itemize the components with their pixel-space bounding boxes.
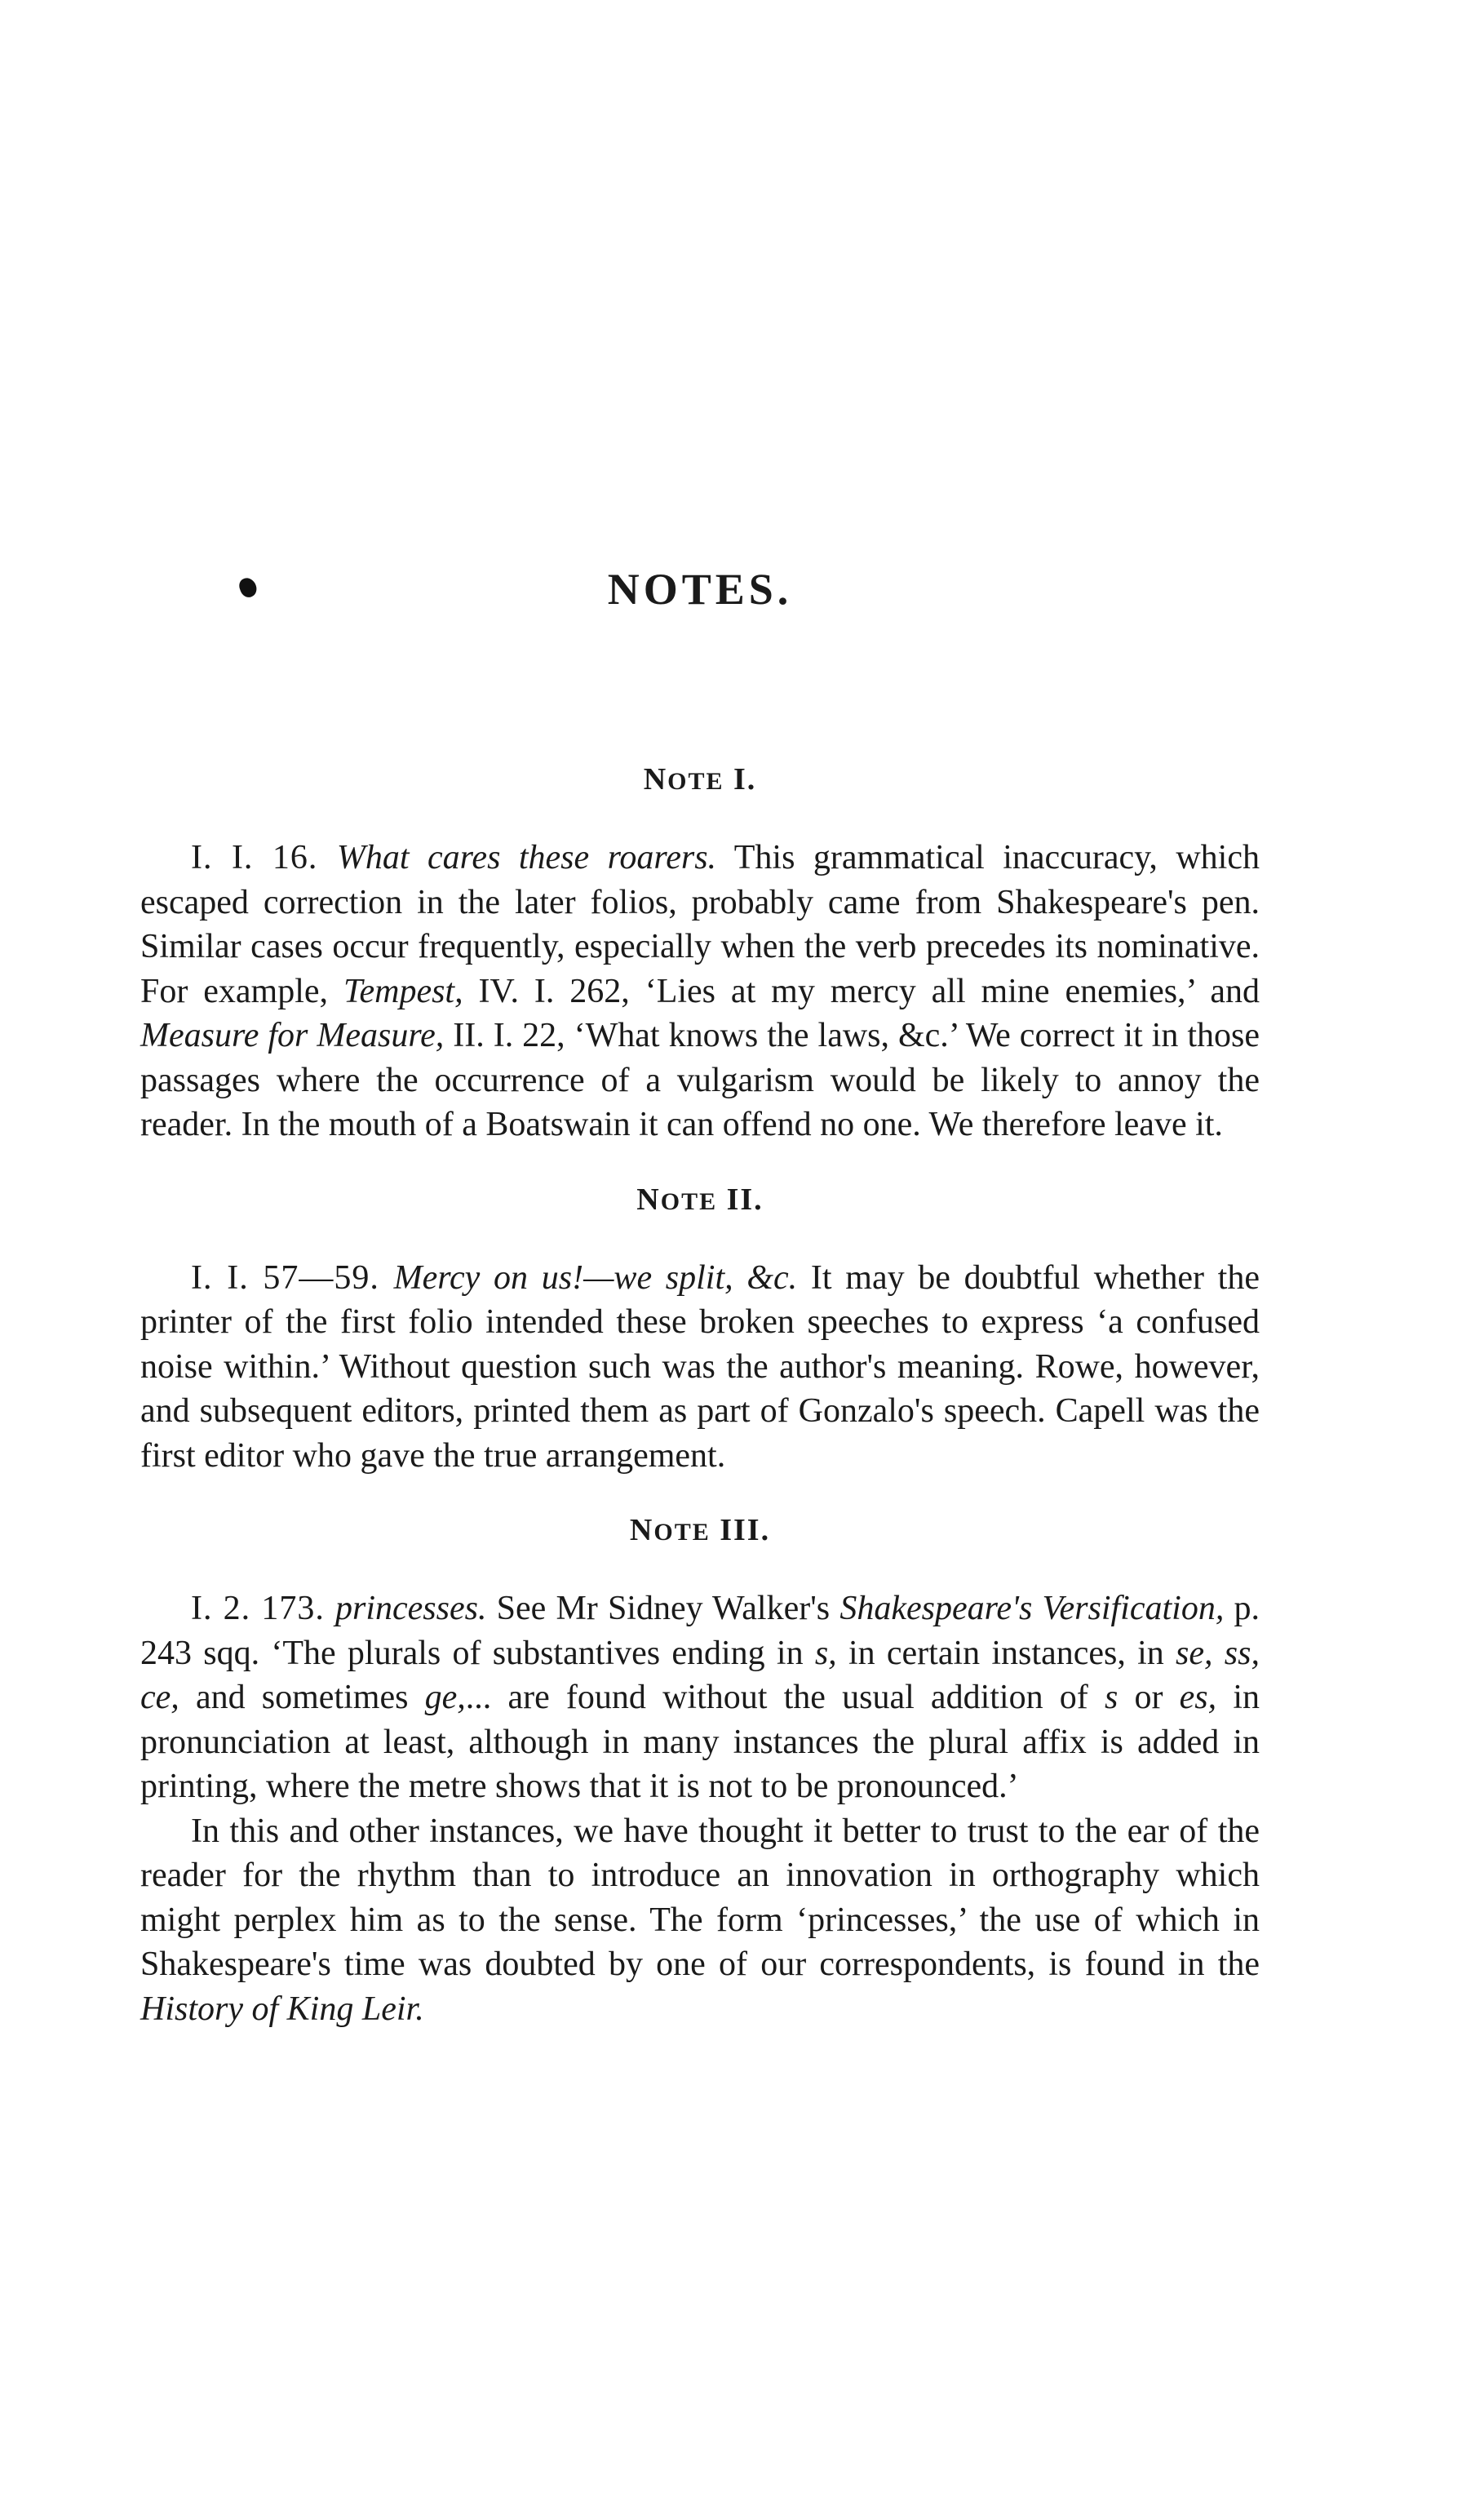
note-heading-word: OTE xyxy=(667,768,724,795)
italic-citation: Measure for Measure, xyxy=(140,1017,445,1054)
note-paragraph xyxy=(140,1809,1260,2032)
text-run: II. I. 22, ‘What knows the laws, &c.’ We correct it in those passages where the occurrence of a vulgarism would be likely to annoy the reader. In the mouth of a Boatswain it can offend no one. We therefore leave it. xyxy=(140,1017,1260,1143)
note-body xyxy=(140,1256,1260,1479)
italic-citation: Tempest, xyxy=(343,972,463,1010)
text-run: or xyxy=(1118,1679,1180,1716)
italic-citation: What cares these roarers. xyxy=(336,839,717,876)
text-run: p. 243 sqq. ‘The plurals of substantives ending in xyxy=(140,1590,1260,1672)
italic-citation: es, xyxy=(1179,1679,1217,1716)
italic-citation: History of King Leir. xyxy=(140,1990,424,2028)
italic-citation: ge, xyxy=(424,1679,466,1716)
text-run: This grammatical inaccuracy, which escaped correction in the later folios, probably came from Shakespeare's pen. Similar cases occur frequently, especially when the verb precedes its nominative. For example, xyxy=(140,839,1260,1010)
note xyxy=(140,755,1260,1147)
note-heading xyxy=(140,1175,1260,1227)
text-run: in pronunciation at least, although in many instances the plural affix is added in printing, where the metre shows that it is not to be pronounced.’ xyxy=(140,1679,1260,1805)
page-title: NOTES. xyxy=(607,565,793,615)
text-run: ... are found without the usual addition of xyxy=(465,1679,1105,1716)
notes-section xyxy=(140,755,1260,2031)
note-body xyxy=(140,1586,1260,2031)
note-paragraph xyxy=(140,836,1260,1147)
note-heading-number: I. xyxy=(733,762,757,796)
note-heading-word: OTE xyxy=(653,1519,711,1546)
note-paragraph xyxy=(140,1586,1260,1809)
note-heading xyxy=(140,1506,1260,1557)
line-reference: I. 2. 173. xyxy=(191,1590,335,1627)
note-heading-initial: N xyxy=(643,762,668,796)
note-heading-initial: N xyxy=(636,1182,661,1217)
note-heading-number: II. xyxy=(726,1182,764,1217)
note-body xyxy=(140,836,1260,1147)
text-run: and sometimes xyxy=(179,1679,425,1716)
note-heading xyxy=(140,755,1260,806)
italic-citation: princesses. xyxy=(334,1590,487,1627)
text-run: in certain instances, in xyxy=(836,1634,1176,1672)
book-page xyxy=(140,0,1260,2498)
text-run: IV. I. 262, ‘Lies at my mercy all mine enemies,’ and xyxy=(463,972,1260,1010)
italic-citation: s xyxy=(1104,1679,1119,1716)
note xyxy=(140,1175,1260,1479)
italic-citation: Mercy on us!—we split, &c. xyxy=(393,1258,798,1297)
italic-citation: se, ss, ce, xyxy=(140,1634,1260,1716)
note-heading-number: III. xyxy=(720,1513,771,1547)
note-paragraph xyxy=(140,1256,1260,1479)
line-reference: I. I. 57—59. xyxy=(191,1258,394,1297)
text-run: See Mr Sidney Walker's xyxy=(486,1590,840,1627)
italic-citation: Shakespeare's Versification, xyxy=(839,1590,1225,1627)
note-heading-initial: N xyxy=(629,1513,654,1547)
note-heading-word: OTE xyxy=(660,1187,718,1215)
note xyxy=(140,1506,1260,2031)
line-reference: I. I. 16. xyxy=(191,839,337,876)
text-run: It may be doubtful whether the printer of the first folio intended these broken speeches to express ‘a confused noise within.’ Without question such was the author's meaning. Rowe, however, and subsequent editors, printed them as part of Gonzalo's speech. Capell was the first editor who gave the true arrangement. xyxy=(140,1258,1260,1475)
italic-citation: s, xyxy=(814,1634,837,1672)
text-run: In this and other instances, we have thought it better to trust to the ear of the reader for the rhythm than to introduce an innovation in orthography which might perplex him as to the sense. The form ‘princesses,’ the use of which in Shakespeare's time was doubted by one of our correspondents, is found in the xyxy=(140,1812,1260,1983)
